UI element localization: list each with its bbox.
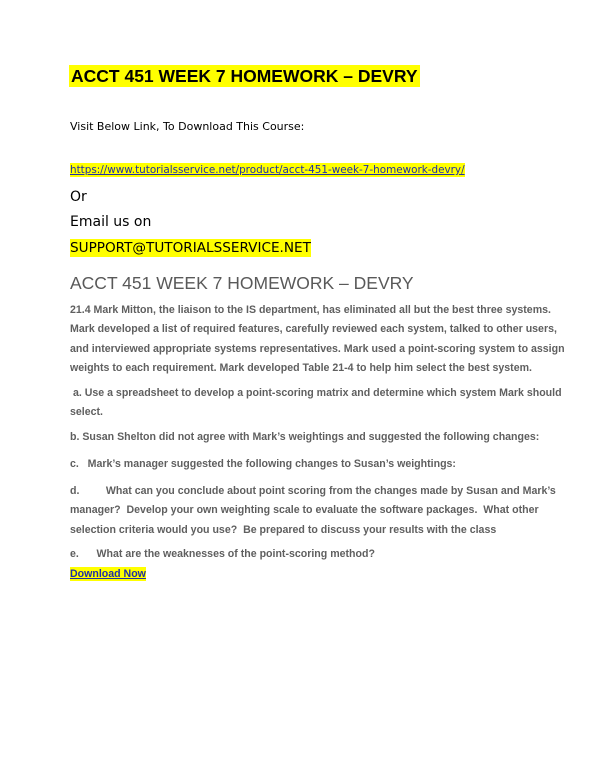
question-d [70,482,556,540]
paragraph-line: b. Susan Shelton did not agree with Mark’s weightings and suggested the following changes: [70,431,540,443]
download-intro: Visit Below Link, To Download This Course: [70,120,305,133]
download-now-link[interactable]: Download Now [70,568,146,580]
paragraph-line: d. What can you conclude about point scoring from the changes made by Susan and Mark’s [70,485,556,497]
or-text: Or [70,189,87,205]
paragraph-line: a. Use a spreadsheet to develop a point-scoring matrix and determine which system Mark should [70,387,562,399]
question-e [70,545,540,564]
paragraph-line: and interviewed appropriate systems representatives. Mark used a point-scoring system to assign [70,342,565,355]
question-c [70,455,540,474]
paragraph-line: selection criteria would you use? Be prepared to discuss your results with the class [70,523,497,536]
section-title: ACCT 451 WEEK 7 HOMEWORK – DEVRY [70,273,414,293]
paragraph-line: Mark developed a list of required features, carefully reviewed each system, talked to other users, [70,323,557,336]
paragraph-line: c. Mark’s manager suggested the following changes to Susan’s weightings: [70,458,456,470]
course-link[interactable]: https://www.tutorialsservice.net/product/acct-451-week-7-homework-devry/ [70,164,465,176]
email-label: Email us on [70,214,152,230]
paragraph-line: weights to each requirement. Mark developed Table 21-4 to help him select the best system. [70,362,532,375]
page-title: ACCT 451 WEEK 7 HOMEWORK – DEVRY [71,66,418,86]
paragraph-line: e. What are the weaknesses of the point-scoring method? [70,548,375,560]
paragraph-line: manager? Develop your own weighting scale to evaluate the software packages. What other [70,504,539,517]
question-a [70,384,562,423]
question-b [70,428,540,447]
paragraph-line: select. [70,406,103,419]
support-email[interactable]: SUPPORT@TUTORIALSSERVICE.NET [70,240,311,256]
paragraph-line: 21.4 Mark Mitton, the liaison to the IS department, has eliminated all but the best three systems. [70,304,551,316]
paragraph-21-4 [70,301,565,379]
